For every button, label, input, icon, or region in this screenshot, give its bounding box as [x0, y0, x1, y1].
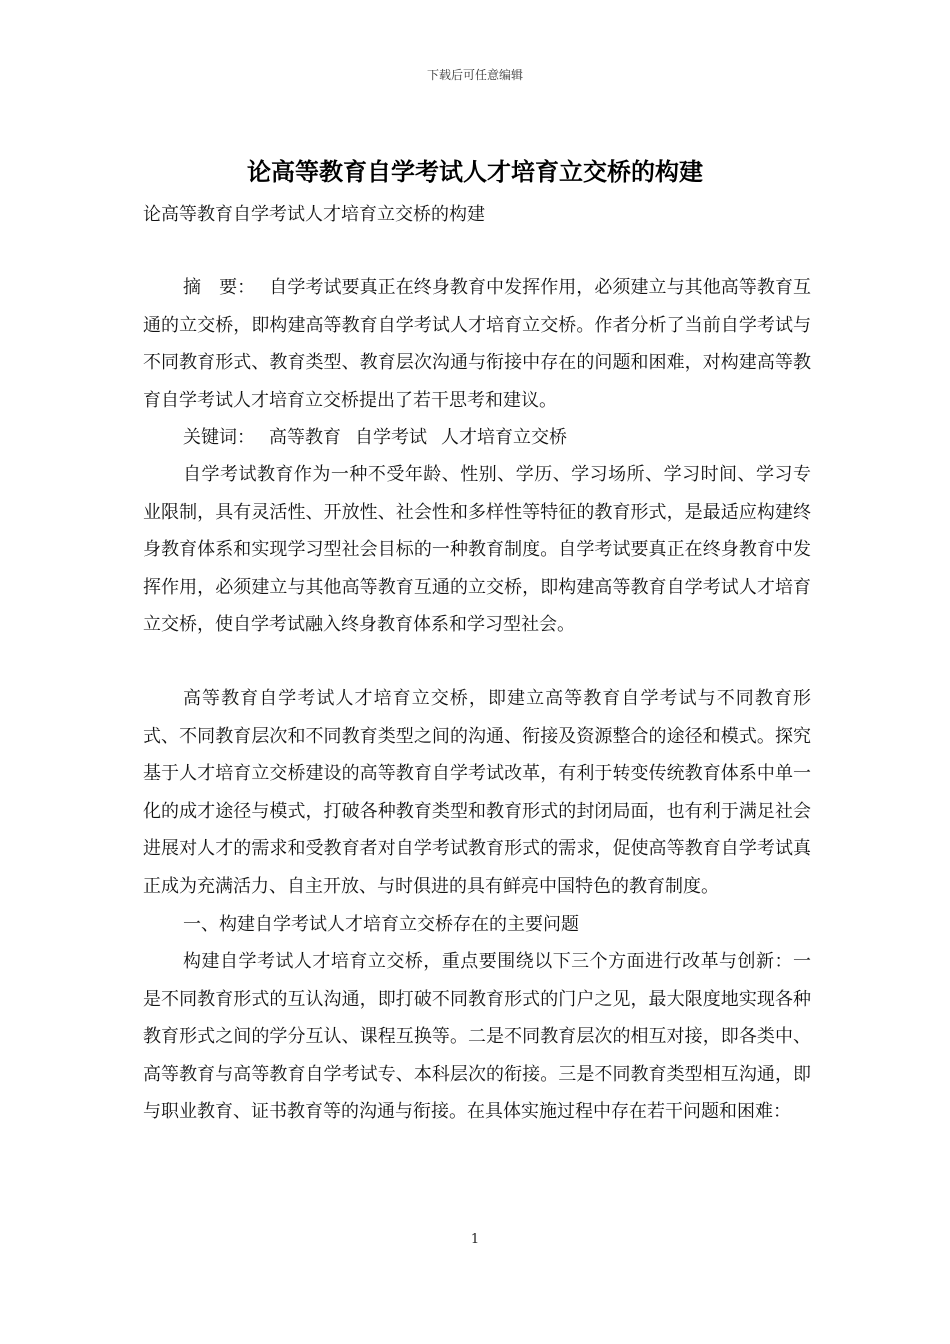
body-paragraph: 高等教育自学考试人才培育立交桥，即建立高等教育自学考试与不同教育形式、不同教育层次和不同教育类型之间的沟通、衔接及资源整合的途径和模式。探究基于人才培育立交桥建设的高等教育自学考试改革，有利于转变传统教育体系中单一化的成才途径与模式，打破各种教育类型和教育形式的封闭局面，也有利于满足社会进展对人才的需求和受教育者对自学考试教育形式的需求，促使高等教育自学考试真正成为充满活力、自主开放、与时俱进的具有鲜亮中国特色的教育制度。 — [143, 688, 811, 897]
abstract-label: 摘 要： — [183, 277, 256, 298]
keyword-item: 高等教育 — [269, 427, 341, 448]
document-subtitle: 论高等教育自学考试人才培育立交桥的构建 — [143, 204, 485, 225]
body-paragraph: 自学考试教育作为一种不受年龄、性别、学历、学习场所、学习时间、学习专业限制，具有灵活性、开放性、社会性和多样性等特征的教育形式，是最适应构建终身教育体系和实现学习型社会目标的一种教育制度。自学考试要真正在终身教育中发挥作用，必须建立与其他高等教育互通的立交桥，即构建高等教育自学考试人才培育立交桥，使自学考试融入终身教育体系和学习型社会。 — [143, 464, 811, 635]
keywords-label: 关键词： — [183, 427, 255, 448]
document-title: 论高等教育自学考试人才培育立交桥的构建 — [247, 157, 703, 186]
section-heading: 一、构建自学考试人才培育立交桥存在的主要问题 — [183, 914, 579, 935]
page-number: 1 — [470, 1232, 480, 1247]
abstract-text: 自学考试要真正在终身教育中发挥作用，必须建立与其他高等教育互通的立交桥，即构建高等教育自学考试人才培育立交桥。作者分析了当前自学考试与不同教育形式、教育类型、教育层次沟通与衔接中存在的问题和困难，对构建高等教育自学考试人才培育立交桥提出了若干思考和建议。 — [143, 277, 812, 411]
abstract-paragraph — [143, 269, 811, 419]
keywords-paragraph — [143, 419, 811, 457]
section-paragraph: 构建自学考试人才培育立交桥，重点要围绕以下三个方面进行改革与创新：一是不同教育形式的互认沟通，即打破不同教育形式的门户之见，最大限度地实现各种教育形式之间的学分互认、课程互换等。二是不同教育层次的相互对接，即各类中、高等教育与高等教育自学考试专、本科层次的衔接。三是不同教育类型相互沟通，即与职业教育、证书教育等的沟通与衔接。在具体实施过程中存在若干问题和困难： — [143, 951, 811, 1122]
header-note: 下载后可任意编辑 — [426, 68, 523, 82]
keyword-item: 自学考试 — [355, 427, 427, 448]
keyword-item: 人才培育立交桥 — [441, 427, 567, 448]
